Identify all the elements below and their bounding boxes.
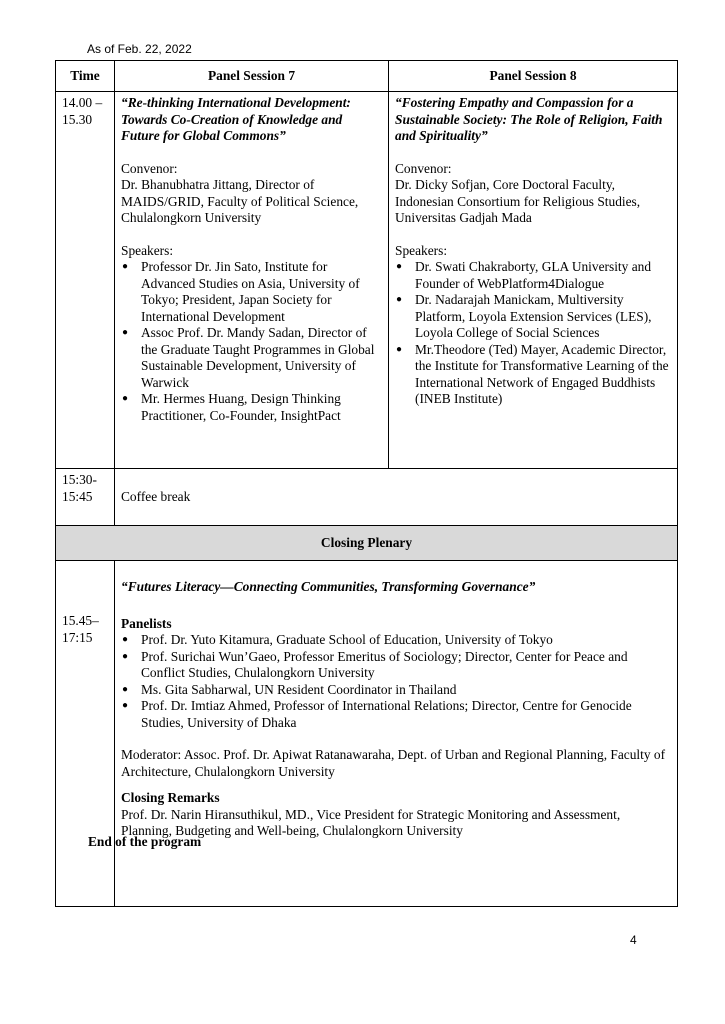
header-time: Time [56,61,115,92]
list-item: ● Dr. Swati Chakraborty, GLA University and Founder of WebPlatform4Dialogue [415,259,671,292]
end-of-program: End of the program [88,834,202,849]
speakers-label: Speakers: [121,242,174,258]
page-number: 4 [630,933,637,947]
session-8-cell [389,92,678,469]
session-7-speakers [121,259,382,424]
closing-plenary-header: Closing Plenary [56,526,678,561]
table-row [56,92,678,469]
time-cell: 15:30- 15:45 [56,469,115,526]
list-item: ● Dr. Nadarajah Manickam, Multiversity Platform, Loyola Extension Services (LES), Loyola College of Social Sciences [415,292,671,342]
header-session-8: Panel Session 8 [389,61,678,92]
time-cell: 14.00 – 15.30 [56,92,115,469]
time-cell: 15.45– 17:15 [56,561,115,907]
closing-remarks: Prof. Dr. Narin Hiransuthikul, MD., Vice President for Strategic Monitoring and Assessment, Planning, Budgeting and Well-being, Chulalongkorn University [121,806,621,838]
program-table [55,60,678,907]
session-7-convenor: Dr. Bhanubhatra Jittang, Director of MAIDS/GRID, Faculty of Political Science, Chulalongkorn University [121,177,359,225]
panelists-list [121,632,671,731]
closing-remarks-label: Closing Remarks [121,790,220,805]
table-row [56,469,678,526]
table-row [56,561,678,907]
session-7-title: “Re-thinking International Development: Towards Co-Creation of Knowledge and Future for Global Commons” [121,95,351,143]
list-item: ● Prof. Dr. Imtiaz Ahmed, Professor of International Relations; Director, Centre for Genocide Studies, University of Dhaka [141,698,671,731]
list-item: ● Prof. Surichai Wun’Gaeo, Professor Emeritus of Sociology; Director, Center for Peace and Conflict Studies, Chulalongkorn University [141,649,671,682]
list-item: ● Ms. Gita Sabharwal, UN Resident Coordinator in Thailand [141,682,671,699]
closing-plenary-cell [115,561,678,907]
speakers-label: Speakers: [395,242,448,258]
session-8-convenor: Dr. Dicky Sofjan, Core Doctoral Faculty, Indonesian Consortium for Religious Studies, Universitas Gadjah Mada [395,177,641,225]
moderator: Moderator: Assoc. Prof. Dr. Apiwat Ratanawaraha, Dept. of Urban and Regional Planning, Faculty of Architecture, Chulalongkorn University [121,747,666,779]
session-8-speakers [395,259,671,408]
table-header-row [56,61,678,92]
session-8-title: “Fostering Empathy and Compassion for a Sustainable Society: The Role of Religion, Faith and Spirituality” [395,95,663,143]
list-item: ● Professor Dr. Jin Sato, Institute for Advanced Studies on Asia, University of Tokyo; President, Japan Society for International Development [141,259,382,325]
convenor-label: Convenor: [395,160,452,176]
as-of-date: As of Feb. 22, 2022 [87,42,192,56]
session-7-cell [115,92,389,469]
list-item: ● Mr.Theodore (Ted) Mayer, Academic Director, the Institute for Transformative Learning of the International Network of Engaged Buddhists (INEB Institute) [415,342,671,408]
table-row [56,526,678,561]
coffee-break-cell: Coffee break [115,469,678,526]
closing-title: “Futures Literacy—Connecting Communities, Transforming Governance” [121,579,536,594]
convenor-label: Convenor: [121,160,178,176]
panelists-label: Panelists [121,615,172,631]
header-session-7: Panel Session 7 [115,61,389,92]
list-item: ● Assoc Prof. Dr. Mandy Sadan, Director of the Graduate Taught Programmes in Global Sustainable Development, University of Warwick [141,325,382,391]
list-item: ● Prof. Dr. Yuto Kitamura, Graduate School of Education, University of Tokyo [141,632,671,649]
list-item: ● Mr. Hermes Huang, Design Thinking Practitioner, Co-Founder, InsightPact [141,391,382,424]
